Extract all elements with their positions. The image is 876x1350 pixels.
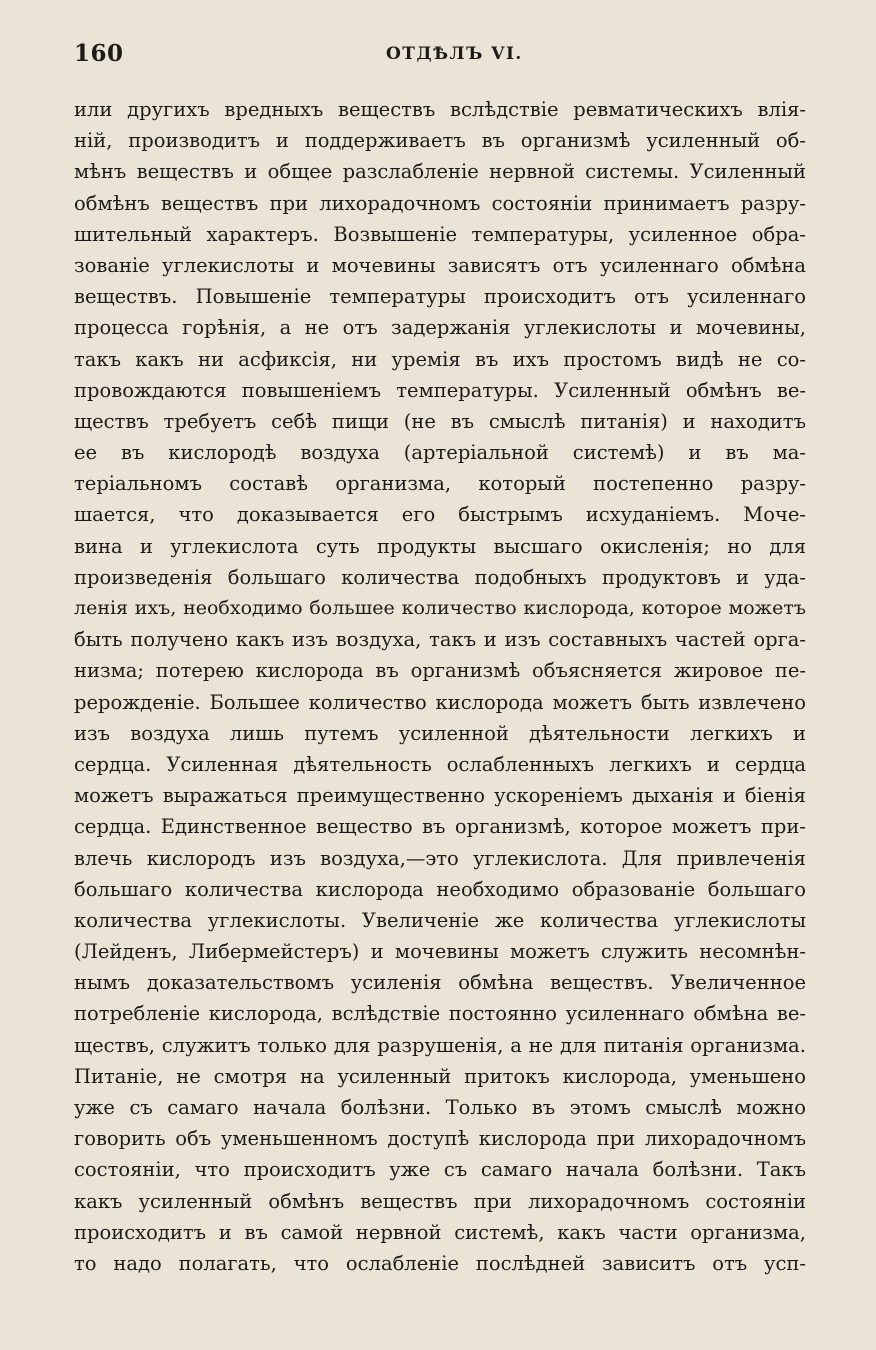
- text-line: процесса горѣнія, а не отъ задержанія углекислоты и мочевины,: [74, 316, 806, 340]
- text-line: такъ какъ ни асфиксія, ни уремія въ ихъ простомъ видѣ не со-: [74, 347, 806, 371]
- text-line: состояніи, что происходитъ уже съ самаго начала болѣзни. Такъ: [74, 1158, 806, 1182]
- text-line: произведенія большаго количества подобныхъ продуктовъ и уда-: [74, 565, 806, 589]
- text-line: ній, производитъ и поддерживаетъ въ организмѣ усиленный об-: [74, 129, 806, 153]
- text-line: ществъ требуетъ себѣ пищи (не въ смыслѣ питанія) и находитъ: [74, 409, 806, 433]
- page-number: 160: [74, 40, 124, 67]
- text-line: провождаются повышеніемъ температуры. Усиленный обмѣнъ ве-: [74, 378, 806, 402]
- text-line: говорить объ уменьшенномъ доступѣ кислорода при лихорадочномъ: [74, 1127, 806, 1151]
- text-line: шается, что доказывается его быстрымъ исхуданіемъ. Моче-: [74, 503, 806, 527]
- text-line: большаго количества кислорода необходимо образованіе большаго: [74, 877, 806, 901]
- text-line: уже съ самаго начала болѣзни. Только въ этомъ смыслѣ можно: [74, 1096, 806, 1119]
- text-line: количества углекислоты. Увеличеніе же количества углекислоты: [74, 908, 806, 932]
- text-line: изъ воздуха лишь путемъ усиленной дѣятельности легкихъ и: [74, 721, 806, 745]
- text-line: вина и углекислота суть продукты высшаго окисленія; но для: [74, 534, 806, 558]
- text-line: обмѣнъ веществъ при лихорадочномъ состояніи принимаетъ разру-: [74, 191, 806, 215]
- text-line: потребленіе кислорода, вслѣдствіе постоянно усиленнаго обмѣна ве-: [74, 1002, 806, 1026]
- text-line: веществъ. Повышеніе температуры происходитъ отъ усиленнаго: [74, 285, 806, 309]
- text-line: то надо полагать, что ослабленіе послѣдней зависитъ отъ усп-: [74, 1251, 806, 1275]
- text-line: быть получено какъ изъ воздуха, такъ и изъ составныхъ частей орга-: [74, 628, 806, 652]
- text-line: ее въ кислородѣ воздуха (артеріальной системѣ) и въ ма-: [74, 441, 806, 465]
- text-line: происходитъ и въ самой нервной системѣ, какъ части организма,: [74, 1220, 806, 1244]
- text-line: теріальномъ составѣ организма, который постепенно разру-: [74, 472, 806, 496]
- text-line: нымъ доказательствомъ усиленія обмѣна веществъ. Увеличенное: [74, 971, 806, 995]
- text-line: какъ усиленный обмѣнъ веществъ при лихорадочномъ состояніи: [74, 1189, 806, 1213]
- text-line: Питаніе, не смотря на усиленный притокъ кислорода, уменьшено: [74, 1064, 806, 1088]
- text-line: сердца. Усиленная дѣятельность ослабленныхъ легкихъ и сердца: [74, 752, 806, 776]
- text-line: можетъ выражаться преимущественно ускореніемъ дыханія и біенія: [74, 784, 806, 808]
- text-line: ществъ, служитъ только для разрушенія, а не для питанія организма.: [74, 1033, 806, 1057]
- page-header: [74, 40, 806, 72]
- text-line: рерожденіе. Большее количество кислорода можетъ быть извлечено: [74, 690, 806, 714]
- text-line: зованіе углекислоты и мочевины зависятъ отъ усиленнаго обмѣна: [74, 253, 806, 277]
- body-text: [74, 94, 806, 1279]
- running-head: ОТДѢЛЪ VI.: [386, 44, 523, 64]
- text-line: влечь кислородъ изъ воздуха,—это углекислота. Для привлеченія: [74, 846, 806, 870]
- text-line: или другихъ вредныхъ веществъ вслѣдствіе ревматическихъ влія-: [74, 98, 806, 121]
- text-line: мѣнъ веществъ и общее разслабленіе нервной системы. Усиленный: [74, 160, 806, 184]
- text-line: шительный характеръ. Возвышеніе температуры, усиленное обра-: [74, 222, 806, 246]
- text-line: низма; потерею кислорода въ организмѣ объясняется жировое пе-: [74, 659, 806, 683]
- text-line: ленія ихъ, необходимо большее количество кислорода, которое можетъ: [74, 597, 806, 619]
- text-line: сердца. Единственное вещество въ организмѣ, которое можетъ при-: [74, 815, 806, 839]
- text-line: (Лейденъ, Либермейстеръ) и мочевины можетъ служить несомнѣн-: [74, 940, 806, 964]
